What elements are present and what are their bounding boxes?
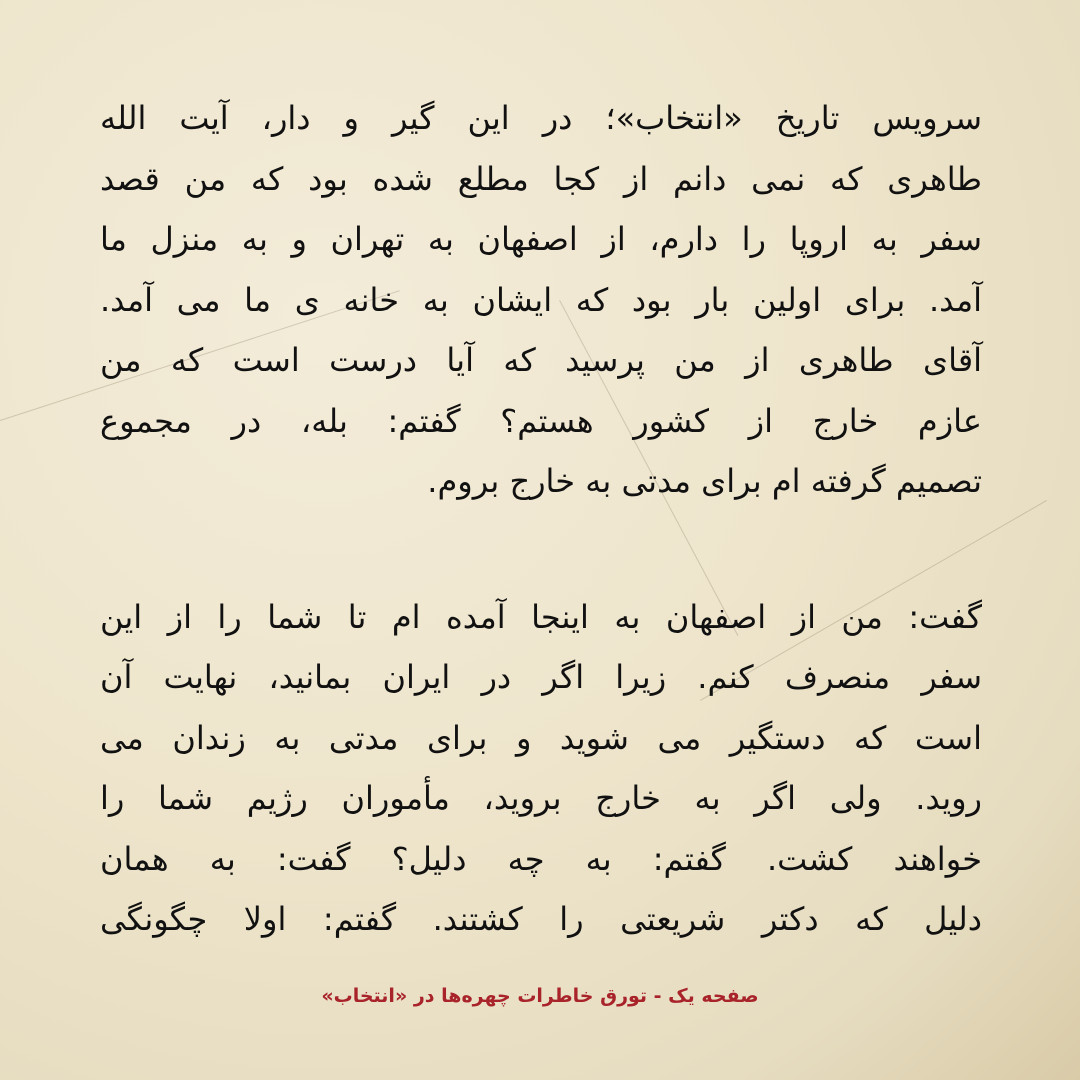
paragraph-1	[100, 88, 982, 512]
text-line: طاهری که نمی دانم از کجا مطلع شده بود که من قصد	[100, 159, 982, 198]
text-line: روید. ولی اگر به خارج بروید، مأموران رژیم شما را	[100, 779, 982, 817]
text-line: سفر به اروپا را دارم، از اصفهان به تهران و به منزل ما	[100, 220, 982, 258]
paragraph-gap	[100, 512, 982, 587]
text-line: سفر منصرف کنم. زیرا اگر در ایران بمانید، نهایت آن	[100, 658, 982, 696]
text-line: آقای طاهری از من پرسید که آیا درست است که من	[100, 341, 982, 379]
article-body	[100, 88, 982, 950]
text-line: عازم خارج از کشور هستم؟ گفتم: بله، در مجموع	[100, 401, 982, 440]
text-line: است که دستگیر می شوید و برای مدتی به زندان می	[100, 718, 982, 757]
text-line: دلیل که دکتر شریعتی را کشتند. گفتم: اولا چگونگی	[100, 900, 982, 938]
text-line: گفت: من از اصفهان به اینجا آمده ام تا شما را از این	[100, 597, 982, 636]
text-line: تصمیم گرفته ام برای مدتی به خارج بروم.	[427, 462, 982, 500]
text-line: آمد. برای اولین بار بود که ایشان به خانه ی ما می آمد.	[100, 280, 982, 319]
text-line: خواهند کشت. گفتم: به چه دلیل؟ گفت: به همان	[100, 839, 982, 878]
page-footer-caption: صفحه یک - تورق خاطرات چهره‌ها در «انتخاب»	[321, 985, 759, 1007]
text-line: سرویس تاریخ «انتخاب»؛ در این گیر و دار، آیت الله	[100, 99, 982, 137]
paragraph-2	[100, 587, 982, 950]
